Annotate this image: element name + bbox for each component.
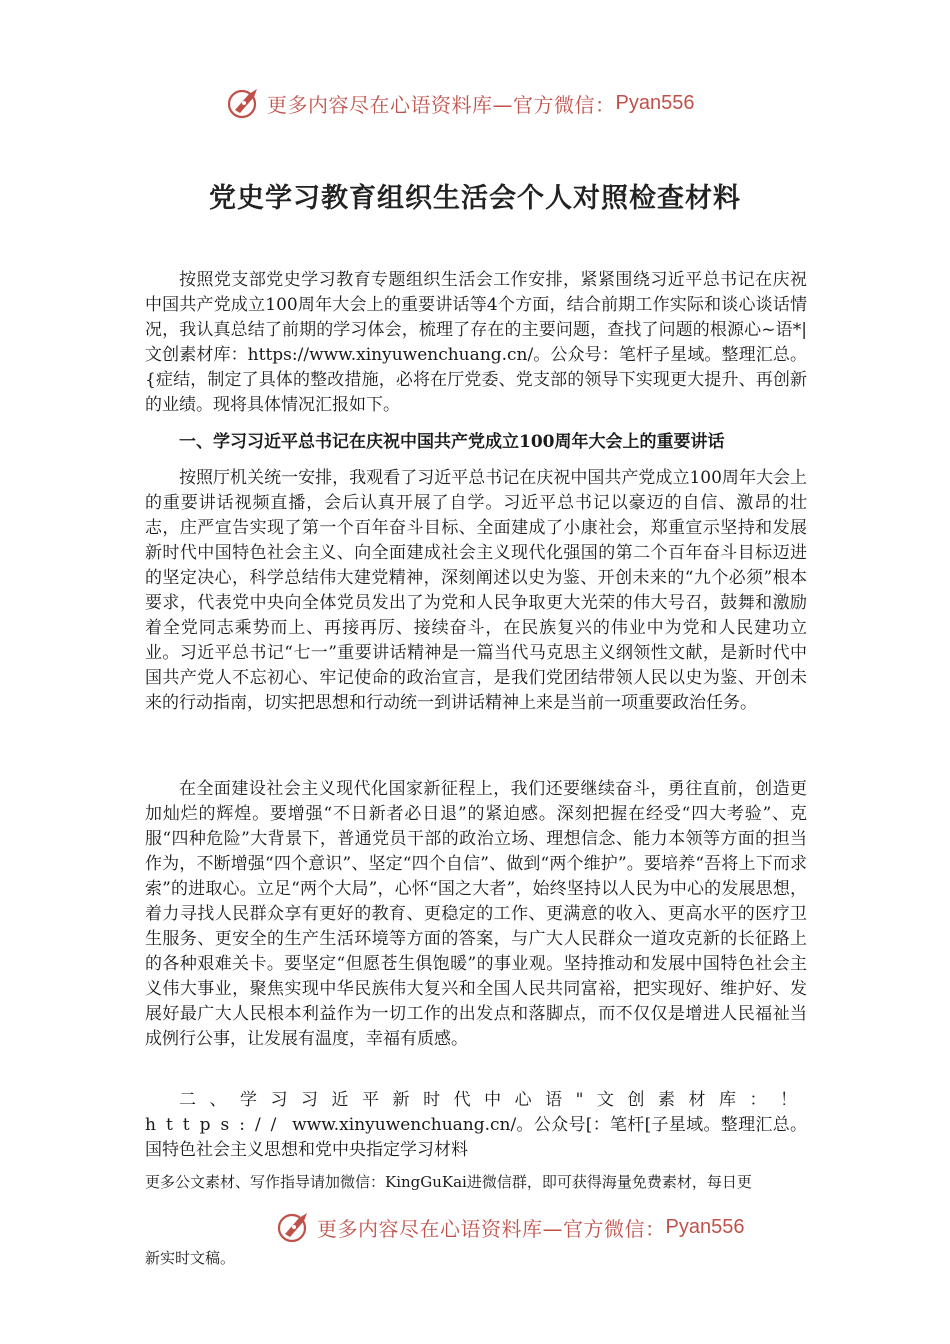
pen-nib-logo-icon — [227, 86, 261, 120]
intro-paragraph: 按照党支部党史学习教育专题组织生活会工作安排，紧紧围绕习近平总书记在庆祝中国共产党成立100周年大会上的重要讲话等4个方面，结合前期工作实际和谈心谈话情况，我认真总结了前期的学习体会，梳理了存在的主要问题，查找了问题的根源心~语*|文创素材库：https://www.xinyuwenchuang.cn/。公众号：笔杆子星域。整理汇总。{症结，制定了具体的整改措施，必将在厅党委、党支部的领导下实现更大提升、再创新的业绩。现将具体情况汇报如下。 — [145, 270, 807, 415]
section-heading-1: 一、学习习近平总书记在庆祝中国共产党成立100周年大会上的重要讲话 — [179, 432, 725, 452]
watermark-wechat-id: Pyan556 — [665, 1215, 745, 1238]
watermark-text: 更多内容尽在心语资料库—官方微信： — [267, 92, 616, 117]
section-1-paragraph: 按照厅机关统一安排，我观看了习近平总书记在庆祝中国共产党成立100周年大会上的重要讲话视频直播，会后认真开展了自学。习近平总书记以豪迈的自信、激昂的壮志，庄严宣告实现了第一个百年奋斗目标、全面建成了小康社会，郑重宣示坚持和发展新时代中国特色社会主义、向全面建成社会主义现代化强国的第二个百年奋斗目标迈进的坚定决心，科学总结伟大建党精神，深刻阐述以史为鉴、开创未来的“九个必须”根本要求，代表党中央向全体党员发出了为党和人民争取更大光荣的伟大号召，鼓舞和激励着全党同志乘势而上、再接再厉、接续奋斗，在民族复兴的伟业中为党和人民建功立业。习近平总书记“七一”重要讲话精神是一篇当代马克思主义纲领性文献，是新时代中国共产党人不忘初心、牢记使命的政治宣言，是我们党团结带领人民以史为鉴、开创未来的行动指南，切实把思想和行动统一到讲话精神上来是当前一项重要政治任务。 — [145, 468, 807, 713]
section-heading-2 — [145, 1088, 807, 1163]
watermark-text: 更多内容尽在心语资料库—官方微信： — [317, 1216, 666, 1241]
watermark-header — [227, 86, 694, 120]
watermark-wechat-id: Pyan556 — [615, 91, 695, 114]
section-1-paragraph-2: 在全面建设社会主义现代化国家新征程上，我们还要继续奋斗，勇往直前，创造更加灿烂的辉煌。要增强“不日新者必日退”的紧迫感。深刻把握在经受“四大考验”、克服“四种危险”大背景下，普通党员干部的政治立场、理想信念、能力本领等方面的担当作为，不断增强“四个意识”、坚定“四个自信”、做到“两个维护”。要培养“吾将上下而求索”的进取心。立足“两个大局”，心怀“国之大者”，始终坚持以人民为中心的发展思想，着力寻找人民群众享有更好的教育、更稳定的工作、更满意的收入、更高水平的医疗卫生服务、更安全的生产生活环境等方面的答案，与广大人民群众一道攻克新的长征路上的各种艰难关卡。要坚定“但愿苍生俱饱暖”的事业观。坚持推动和发展中国特色社会主义伟大事业，聚焦实现中华民族伟大复兴和全国人民共同富裕，把实现好、维护好、发展好最广大人民根本利益作为一切工作的出发点和落脚点，而不仅仅是增进人民福祉当成例行公事，让发展有温度，幸福有质感。 — [145, 779, 807, 1049]
footer-note: 更多公文素材、写作指导请加微信：KingGuKai进微信群，即可获得海量免费素材，每日更 — [145, 1173, 752, 1191]
section-heading-2-rest: www.xinyuwenchuang.cn/。公众号[：笔杆[子星域。整理汇总。国特色社会主义思想和党中央指定学习材料 — [145, 1115, 807, 1160]
footer-note-continued: 新实时文稿。 — [145, 1249, 236, 1267]
watermark-footer — [277, 1210, 744, 1244]
section-heading-2-spaced: 二、学习习近平新时代中心语"文创素材库：！https:// — [145, 1090, 807, 1135]
pen-nib-logo-icon — [277, 1210, 311, 1244]
page-title: 党史学习教育组织生活会个人对照检查材料 — [209, 183, 741, 214]
